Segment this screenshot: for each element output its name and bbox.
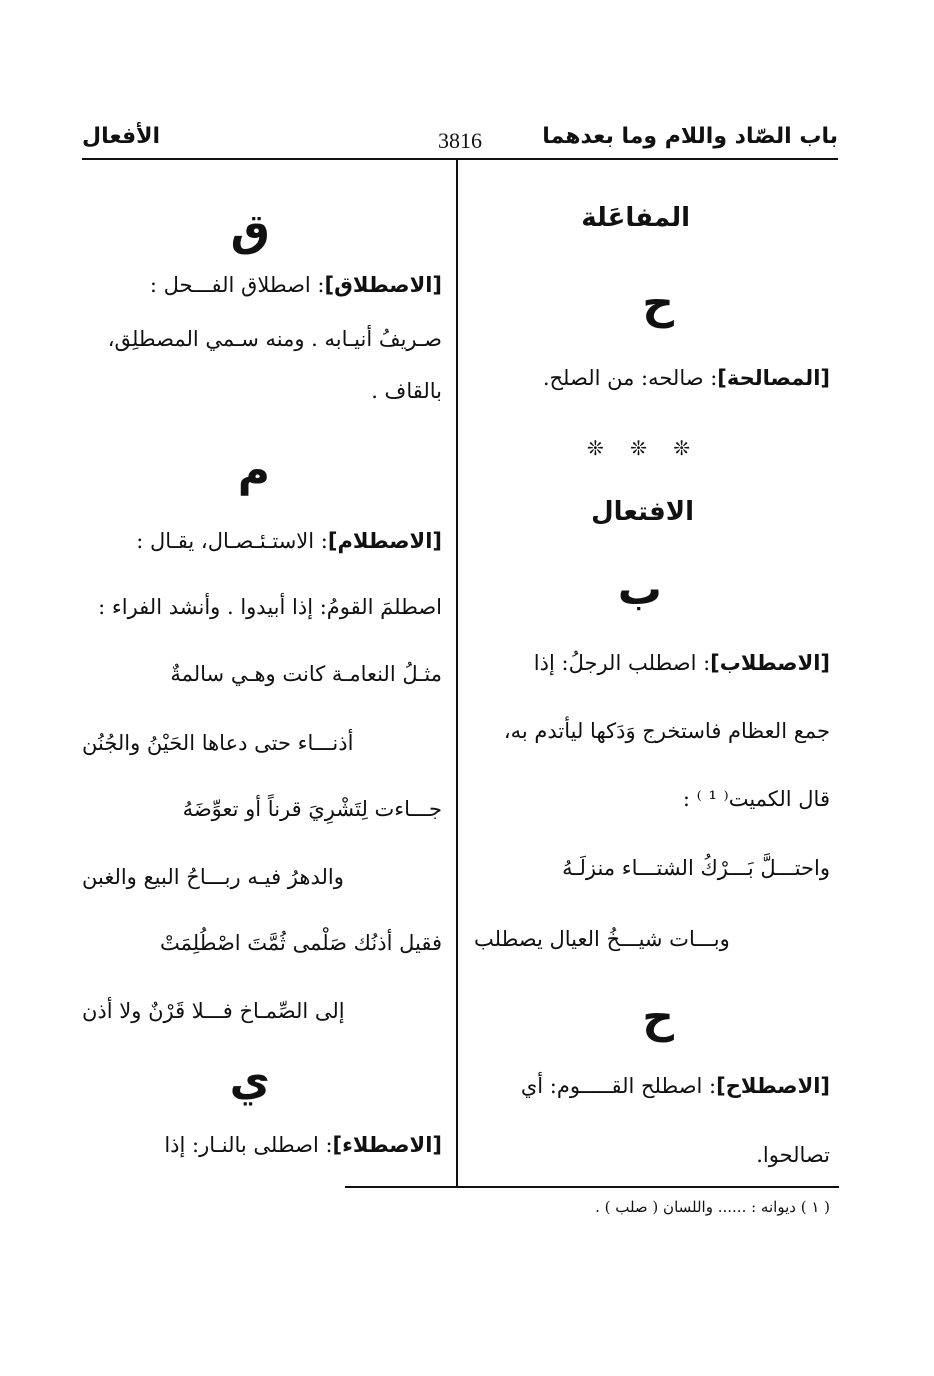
poem-verse: إلى الصِّمـاخ فـــلا قَرْنٌ ولا أذن (82, 999, 345, 1023)
entry-definition: : الاستـئـصـال، يقـال : (136, 529, 328, 553)
entry-istilaq-line-3: بالقاف . (371, 379, 442, 403)
header-rule (82, 158, 838, 160)
section-heading-iftiaal: الافتعال (591, 497, 694, 527)
entry-istilam-line-1 (136, 526, 442, 556)
footnote: ( ١ ) ديوانه : ...... واللسان ( صلب ) . (595, 1198, 830, 1216)
entry-istilam-line-2: اصطلمَ القومُ: إذا أبيدوا . وأنشد الفراء : (98, 595, 442, 619)
entry-definition: : اصطلب الرجلُ: إذا (533, 651, 711, 675)
running-header-section: الأفعال (82, 124, 161, 149)
section-heading-mufaala: المفاعَلة (581, 203, 690, 233)
footnote-rule (345, 1186, 839, 1188)
entry-definition: : اصطلح القـــــوم: أي (520, 1074, 717, 1098)
entry-definition: : اصطلاق الفـــحل : (149, 273, 325, 297)
entry-istila-line-1 (164, 1130, 442, 1160)
poem-verse: فقيل أذنُك صَلْمى ثُمَّتَ اصْطُلِمَتْ (160, 931, 442, 955)
entry-term: [الاصطلام] (327, 529, 442, 553)
column-divider (456, 158, 458, 1186)
poem-verse: جـــاءت لِتَشْرِيَ قرناً أو تعوِّضَهُ (182, 797, 442, 821)
letter-heading-ya: ي (229, 1055, 270, 1106)
poem-verse: والدهرُ فيـه ربـــاحُ البيع والغبن (82, 865, 344, 889)
entry-musalaha (543, 363, 830, 393)
entry-istilaq-line-1 (150, 270, 442, 300)
entry-term: [الاصطلاق] (324, 273, 442, 297)
letter-heading-ba: ب (617, 564, 662, 615)
poem-verse: مثـلُ النعامـة كانت وهـي سالمةٌ (170, 662, 442, 686)
entry-istilab-line-2: جمع العظام فاستخرج وَدَكها ليأتدم به، (503, 719, 830, 743)
poem-verse: وبـــات شيـــخُ العيال يصطلب (474, 927, 730, 951)
entry-istilah-line-1 (521, 1071, 830, 1101)
letter-heading-qaf: ق (230, 205, 270, 256)
letter-heading-ha: ح (642, 992, 674, 1043)
entry-istilab-line-3: قال الكميت⁽ ¹ ⁾ : (682, 787, 830, 811)
poem-verse: واحتـــلَّ بَـــرْكُ الشتـــاء منزلَـهُ (562, 856, 830, 880)
poem-verse: أذنـــاء حتى دعاها الحَيْنُ والجُنُن (82, 731, 354, 755)
entry-definition: : اصطلى بالنـار: إذا (164, 1133, 333, 1157)
page-number: 3816 (438, 128, 482, 153)
letter-heading-mim: م (237, 445, 270, 496)
entry-istilaq-line-2: صـريفُ أنيـابه . ومنه سـمي المصطلِق، (107, 327, 442, 351)
entry-term: [الاصطلاح] (716, 1074, 830, 1098)
entry-term: [الاصطلاء] (332, 1133, 442, 1157)
entry-term: [المصالحة] (717, 366, 830, 390)
entry-term: [الاصطلاب] (710, 651, 830, 675)
section-separator: ❊ ❊ ❊ (587, 436, 700, 460)
letter-heading-ha: ح (642, 278, 674, 329)
entry-definition: : صالحه: من الصلح. (542, 366, 718, 390)
entry-istilab-line-1 (534, 648, 830, 678)
running-header-title: باب الصّاد واللام وما بعدهما (542, 124, 838, 149)
entry-istilah-line-2: تصالحوا. (756, 1143, 830, 1167)
